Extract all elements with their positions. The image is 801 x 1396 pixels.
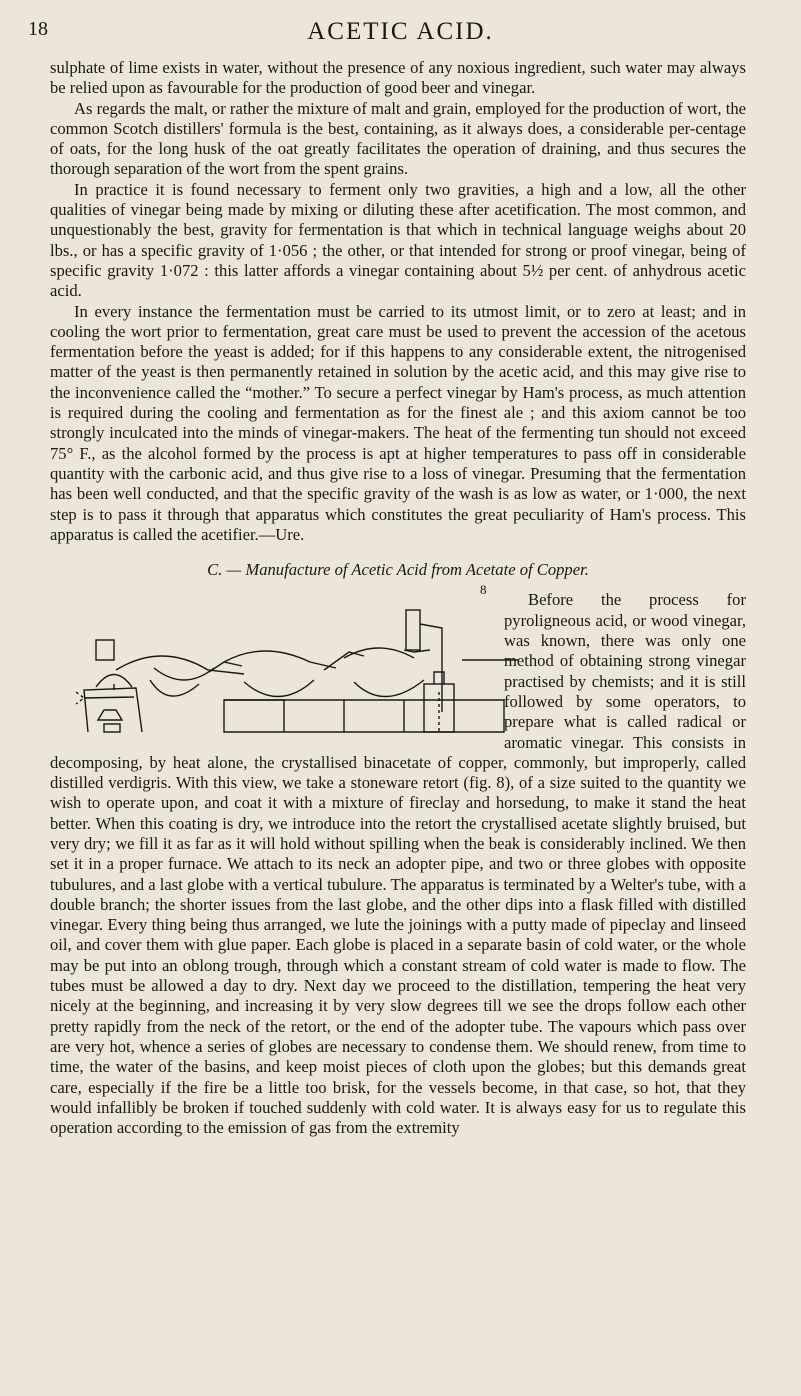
figure-distillation-apparatus xyxy=(50,582,494,735)
paragraph: As regards the malt, or rather the mixture of malt and grain, employed for the production of wort, the common Scotch distillers' formula is the best, containing, as it always does, a considerable per-centage of oats, for the long husk of the oat greatly facilitates the operation of draining, and thus secures the thorough separation of the wort from the spent grains. xyxy=(50,98,746,179)
section-heading: C. — Manufacture of Acetic Acid from Acetate of Copper. xyxy=(207,560,589,580)
distillation-apparatus-icon xyxy=(74,592,518,735)
section-paragraph xyxy=(50,582,746,1138)
running-head: ACETIC ACID. xyxy=(307,18,494,45)
figure-label: 8 xyxy=(480,582,487,598)
body-text xyxy=(50,58,746,1138)
section-paragraph-text: Before the process for pyroligneous acid, or wood vinegar, was known, there was only one method of obtaining strong vinegar practised by chemists; and it is still followed by some operators, to prepare what is called radical or aromatic vinegar. This consists in decomposing, by heat alone, the crystallised binacetate of copper, commonly, but improperly, called distilled verdigris. With this view, we take a stoneware retort (fig. 8), of a size suited to the quantity we wish to operate upon, and coat it with a mixture of fireclay and horsedung, to make it stand the heat better. When this coating is dry, we introduce into the retort the crystallised acetate slightly bruised, but very dry; we fill it as far as it will hold without spilling when the beak is considerably inclined. We then set it in a proper furnace. We attach to its neck an adopter pipe, and two or three globes with opposite tubulures, and a last globe with a vertical tubulure. The apparatus is terminated by a Welter's tube, with a double branch; the shorter issues from the last globe, and the other dips into a flask filled with distilled vinegar. Every thing being thus arranged, we lute the joinings with a putty made of pipeclay and linseed oil, and cover them with glue paper. Each globe is placed in a separate basin of cold water, or the whole may be put into an oblong trough, through which a constant stream of cold water is made to flow. The tubes must be allowed a day to dry. Next day we proceed to the distillation, tempering the heat very nicely at the beginning, and increasing it by very slow degrees till we see the drops follow each other pretty rapidly from the neck of the retort, or the end of the adopter tube. The vapours which pass over are very hot, whence a series of globes are necessary to condense them. We should renew, from time to time, the water of the basins, and keep moist pieces of cloth upon the globes; but this demands great care, especially if the fire be a little too brisk, for the vessels become, in that case, so hot, that they would infallibly be broken if touched suddenly with cold water. It is always easy for us to regulate this operation according to the emission of gas from the extremity xyxy=(50,590,746,1138)
paragraph: sulphate of lime exists in water, without the presence of any noxious ingredient, such water may always be relied upon as favourable for the production of good beer and vinegar. xyxy=(50,58,746,98)
page-header xyxy=(0,18,801,58)
page-number: 18 xyxy=(28,18,48,40)
paragraph: In practice it is found necessary to ferment only two gravities, a high and a low, all the other qualities of vinegar being made by mixing or diluting these after acetification. The most common, and unquestionably the best, gravity for fermentation is that which in technical language weighs about 20 lbs., or has a specific gravity of 1·056 ; the other, or that intended for strong or proof vinegar, being of specific gravity 1·072 : this latter affords a vinegar containing about 5½ per cent. of anhydrous acetic acid. xyxy=(50,179,746,301)
paragraph: In every instance the fermentation must be carried to its utmost limit, or to zero at least; and in cooling the wort prior to fermentation, great care must be used to prevent the accession of the acetous fermentation before the yeast is added; for if this happens to any considerable extent, the nitrogenised matter of the yeast is then permanently retained in solution by the acetic acid, and this may give rise to the inconvenience called the “mother.” To secure a perfect vinegar by Ham's process, as much attention is required during the cooling and fermentation as for the finest ale ; and this axiom cannot be too strongly inculcated into the minds of vinegar-makers. The heat of the fermenting tun should not exceed 75° F., as the alcohol formed by the process is apt at higher temperatures to pass off in considerable quantity with the carbonic acid, and thus give rise to a loss of vinegar. Presuming that the fermentation has been well conducted, and that the specific gravity of the wash is as low as water, or 1·000, the next step is to pass it through that apparatus which constitutes the great peculiarity of Ham's process. This apparatus is called the acetifier.—Ure. xyxy=(50,301,746,544)
